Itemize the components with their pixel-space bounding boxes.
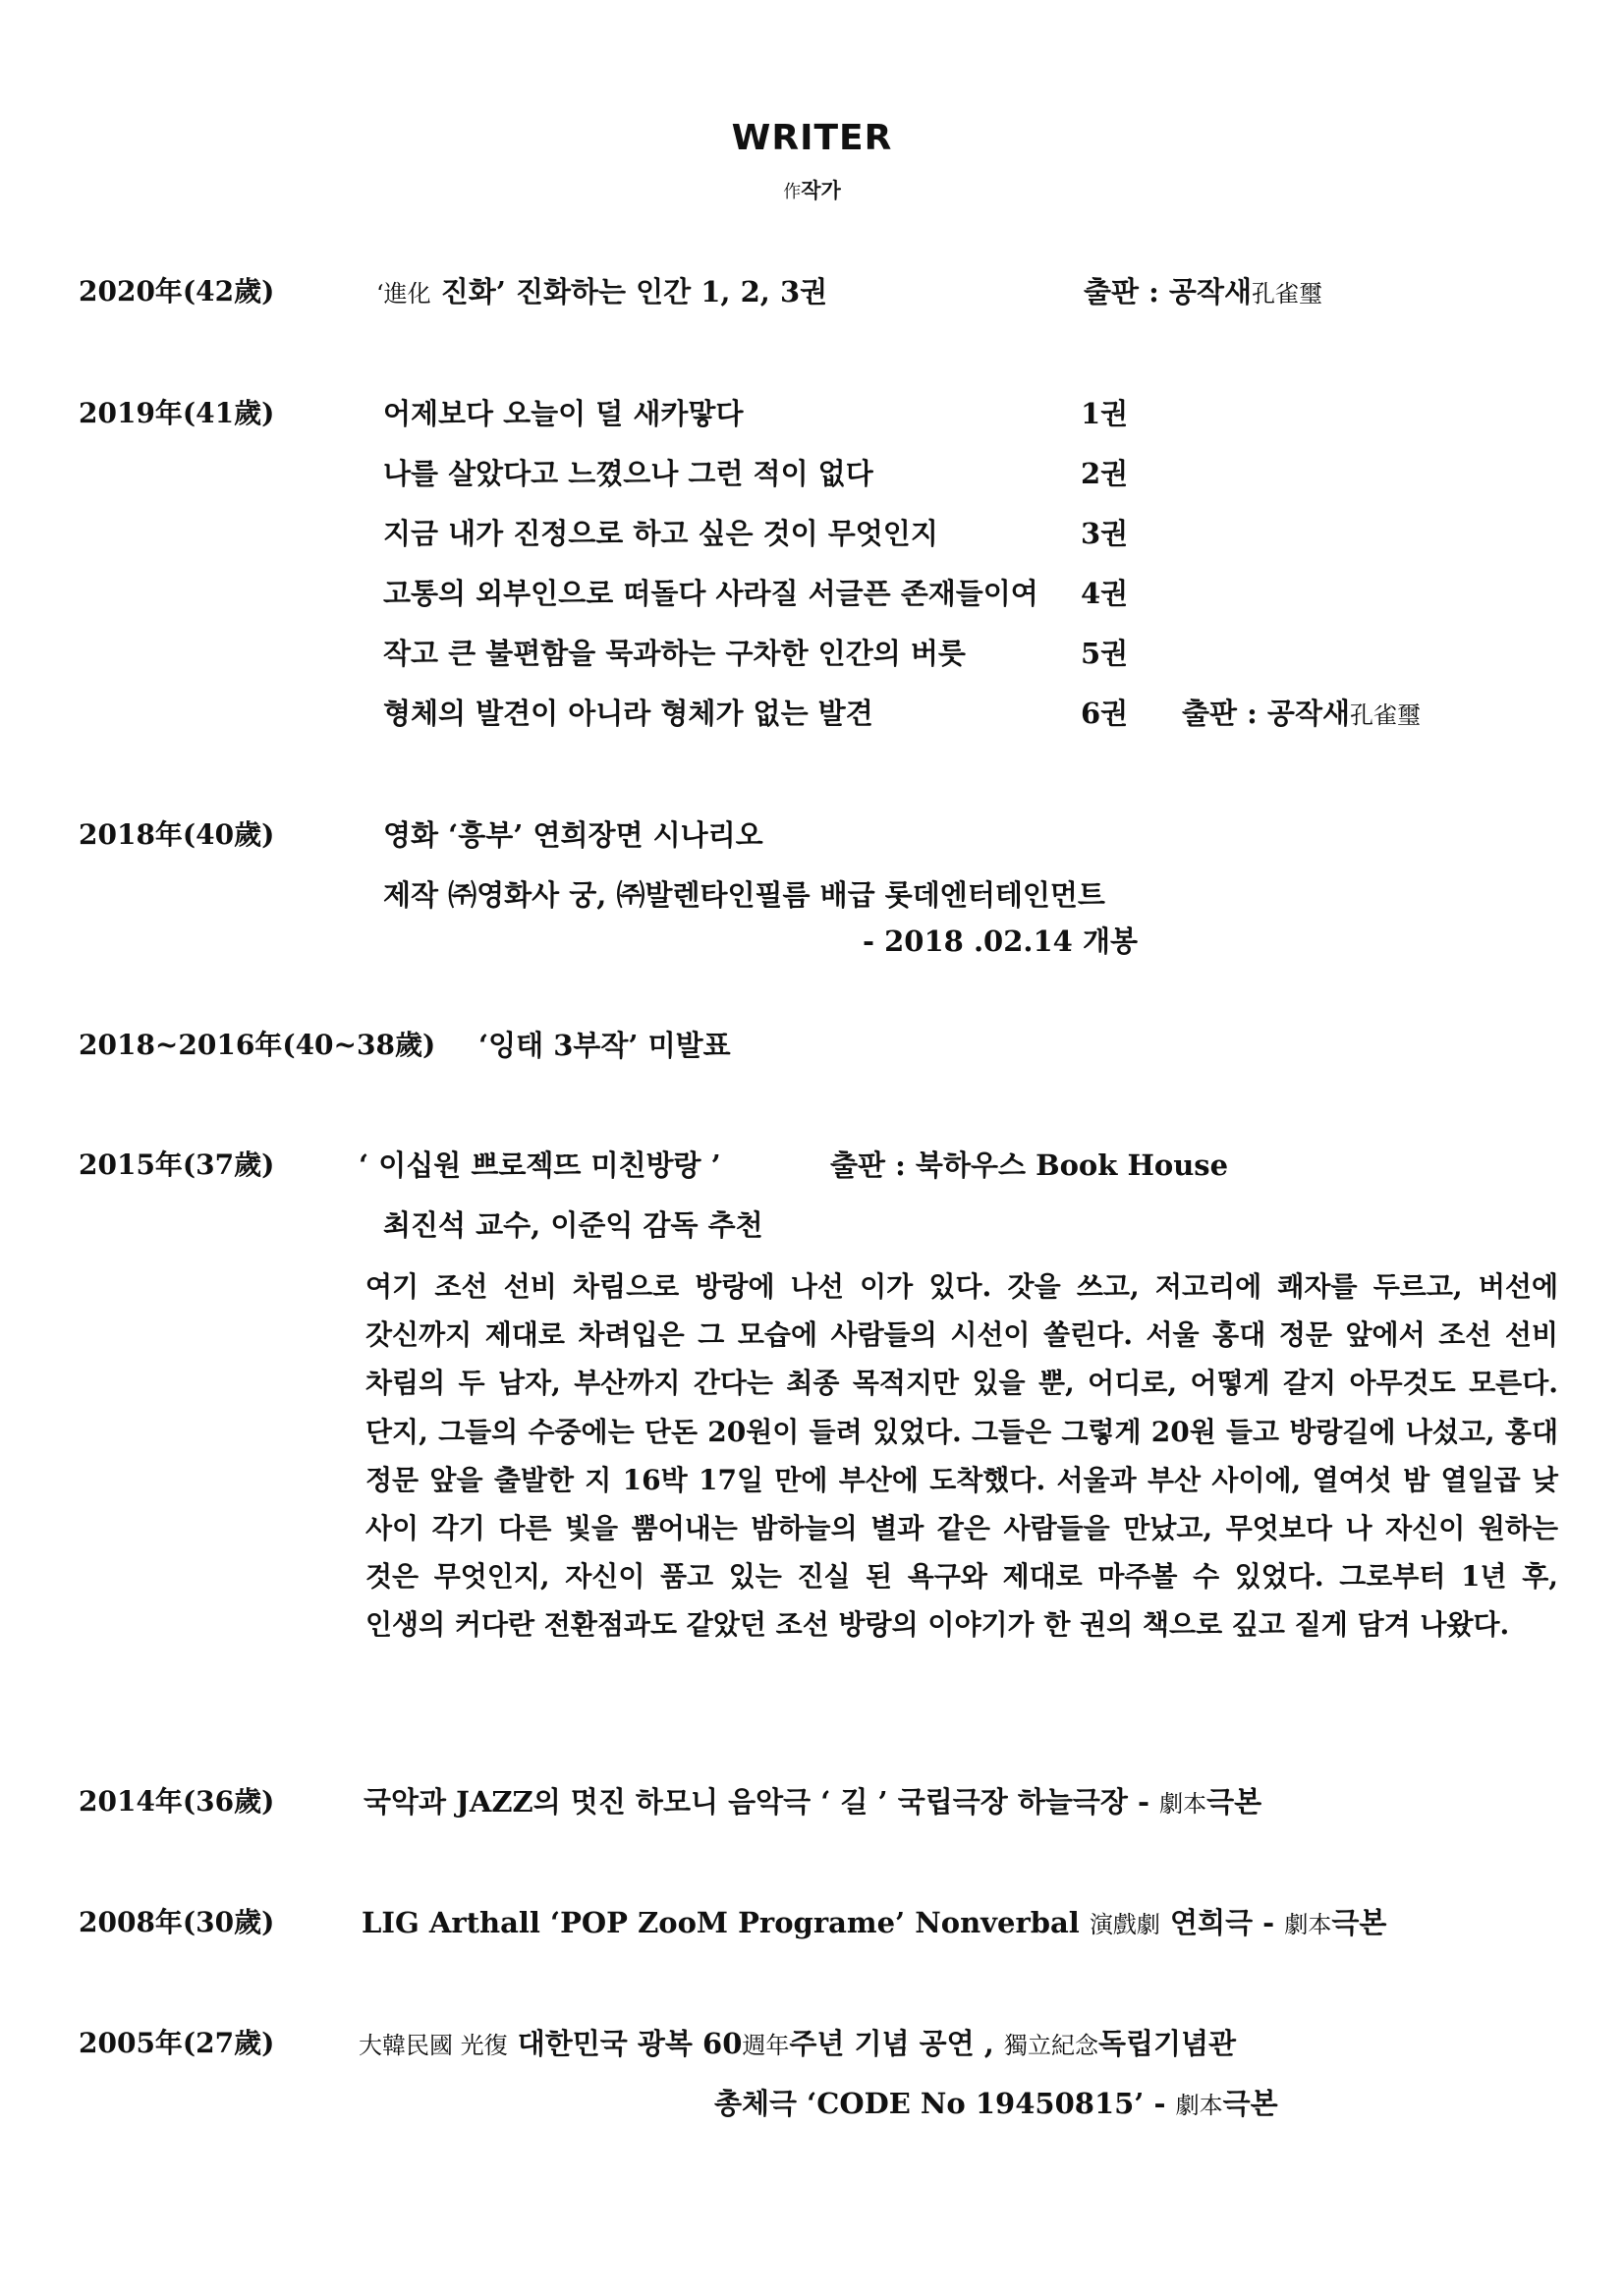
- entry-2019-publisher: [1182, 697, 1421, 730]
- publisher-label: 출판 : 공작새: [1084, 275, 1252, 308]
- entry-2016-text: ‘잉태 3부작’ 미발표: [478, 1029, 731, 1062]
- entry-2015-description: 여기 조선 선비 차림으로 방랑에 나선 이가 있다. 갓을 쓰고, 저고리에 쾌자를 두르고, 버선에 갓신까지 제대로 차려입은 그 모습에 사람들의 시선이 쏠린다. 서울 홍대 정문 앞에서 조선 선비 차림의 두 남자, 부산까지 간다는 최종 목적지만 있을 뿐, 어디로, 어떻게 갈지 아무것도 모른다. 단지, 그들의 수중에는 단돈 20원이 들려 있었다. 그들은 그렇게 20원 들고 방랑길에 나섰고, 홍대 정문 앞을 출발한 지 16박 17일 만에 부산에 도착했다. 서울과 부산 사이에, 열여섯 밤 열일곱 낮 사이 각기 다른 빛을 뿜어내는 밤하늘의 별과 같은 사람들을 만났고, 무엇보다 나 자신이 원하는 것은 무엇인지, 자신이 품고 있는 진실 된 욕구와 제대로 마주볼 수 있었다. 그로부터 1년 후, 인생의 커다란 전환점과도 같았던 조선 방랑의 이야기가 한 권의 책으로 깊고 짙게 담겨 나왔다.: [365, 1270, 1558, 1642]
- entry-2008-end: 극본: [1331, 1906, 1387, 1939]
- entry-2020-title: [376, 275, 828, 308]
- entry-2005-line2: [714, 2087, 1278, 2120]
- entry-2005-text-3: 독립기념관: [1097, 2027, 1237, 2060]
- entry-2015-title: ‘ 이십원 쁘로젝뜨 미친방랑 ’: [359, 1148, 721, 1182]
- year-2018: 2018年(40歲): [79, 818, 275, 851]
- entry-2020-publisher: [1084, 275, 1322, 308]
- entry-2005-end: 극본: [1222, 2087, 1278, 2120]
- entry-2014-hanja: 劇本: [1159, 1790, 1207, 1818]
- entry-2005-hanja-2: 週年: [742, 2032, 790, 2059]
- entry-2005-hanja-3: 獨立紀念: [1003, 2032, 1098, 2059]
- year-2014: 2014年(36歲): [79, 1785, 275, 1818]
- book-6-title: 형체의 발견이 아니라 형체가 없는 발견: [383, 697, 873, 730]
- entry-2015-recommend: 최진석 교수, 이준익 감독 추천: [383, 1208, 763, 1242]
- year-2019: 2019年(41歲): [79, 397, 275, 429]
- entry-2018-line1: 영화 ‘흥부’ 연희장면 시나리오: [383, 818, 763, 852]
- publisher-hanja: 孔雀璽: [1251, 280, 1322, 308]
- publisher-label: 출판 : 공작새: [1182, 697, 1350, 730]
- book-5-vol: 5권: [1081, 637, 1129, 670]
- entry-2005-text-2: 주년 기념 공연 ,: [789, 2027, 994, 2060]
- book-3-vol: 3권: [1081, 517, 1129, 550]
- entry-2014-end: 극본: [1206, 1785, 1262, 1819]
- entry-2014-text: [364, 1785, 1262, 1819]
- entry-2008-mid: 연희극 -: [1170, 1906, 1275, 1939]
- entry-2005-main: 총체극 ‘CODE No 19450815’ -: [714, 2087, 1166, 2120]
- year-2018-2016: 2018~2016年(40~38歲): [79, 1029, 436, 1061]
- year-2008: 2008年(30歲): [79, 1906, 275, 1938]
- entry-2018-line2: 제작 ㈜영화사 궁, ㈜발렌타인필름 배급 롯데엔터테인먼트: [383, 878, 1105, 912]
- entry-2018-line3: - 2018 .02.14 개봉: [863, 924, 1138, 958]
- book-3-title: 지금 내가 진정으로 하고 싶은 것이 무엇인지: [383, 517, 938, 550]
- year-2020: 2020年(42歲): [79, 275, 275, 308]
- entry-2005-hanja-4: 劇本: [1175, 2092, 1223, 2119]
- entry-2015-publisher: 출판 : 북하우스 Book House: [830, 1148, 1229, 1182]
- book-1-title: 어제보다 오늘이 덜 새카맣다: [383, 397, 744, 430]
- book-4-title: 고통의 외부인으로 떠돌다 사라질 서글픈 존재들이여: [383, 577, 1038, 610]
- entry-2005-text-1: 대한민국 광복 60: [517, 2027, 743, 2060]
- entry-2008-text: [362, 1906, 1387, 1939]
- entry-2005-hanja-1: 大韓民國 光復: [359, 2032, 508, 2059]
- page-title: WRITER: [731, 118, 893, 158]
- subtitle-hanja: 作: [783, 182, 802, 202]
- book-2-title: 나를 살았다고 느꼈으나 그런 적이 없다: [383, 457, 873, 490]
- book-1-vol: 1권: [1081, 397, 1129, 430]
- year-2015: 2015年(37歲): [79, 1148, 275, 1181]
- entry-2008-hanja-2: 劇本: [1284, 1911, 1332, 1938]
- entry-2008-hanja-1: 演戲劇: [1089, 1911, 1160, 1938]
- publisher-hanja: 孔雀璽: [1349, 701, 1421, 729]
- subtitle-text: 작가: [801, 178, 841, 202]
- book-6-vol: 6권: [1081, 697, 1129, 730]
- entry-2008-main: LIG Arthall ‘POP ZooM Programe’ Nonverbal: [362, 1906, 1080, 1939]
- year-2005: 2005年(27歲): [79, 2027, 275, 2059]
- entry-2020-text: 진화’ 진화하는 인간 1, 2, 3권: [440, 275, 828, 308]
- book-5-title: 작고 큰 불편함을 묵과하는 구차한 인간의 버릇: [383, 637, 966, 670]
- book-2-vol: 2권: [1081, 457, 1129, 490]
- page-subtitle: [0, 180, 1624, 201]
- entry-2014-main: 국악과 JAZZ의 멋진 하모니 음악극 ‘ 길 ’ 국립극장 하늘극장 -: [364, 1785, 1150, 1819]
- entry-2020-hanja: ‘進化: [376, 280, 431, 308]
- entry-2005-line1: [359, 2027, 1237, 2060]
- book-4-vol: 4권: [1081, 577, 1129, 610]
